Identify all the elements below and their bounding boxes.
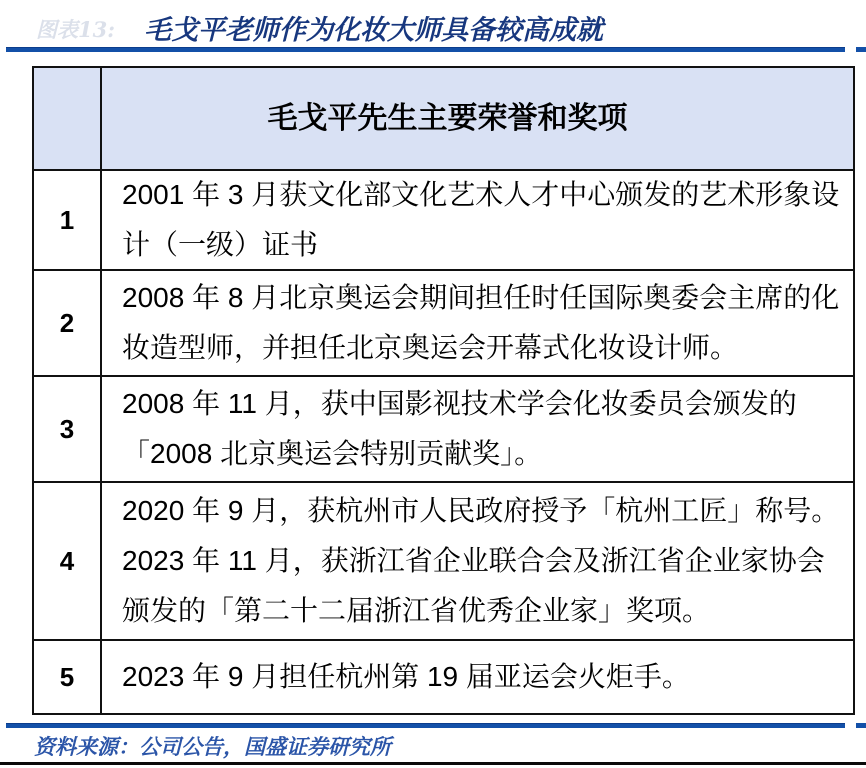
row-text: 2008 年 8 月北京奥运会期间担任时任国际奥委会主席的化妆造型师，并担任北京奥运会开幕式化妆设计师。 — [122, 282, 840, 363]
row-content-cell — [102, 641, 853, 713]
row-text: 2020 年 9 月，获杭州市人民政府授予「杭州工匠」称号。2023 年 11 月，获浙江省企业联合会及浙江省企业家协会颁发的「第二十二届浙江省优秀企业家」奖项。 — [122, 495, 840, 626]
row-content-cell — [102, 483, 853, 639]
row-content-cell — [102, 171, 853, 269]
bottom-divider-main-segment — [6, 723, 845, 728]
header-number-cell — [34, 68, 102, 169]
row-number: 3 — [34, 377, 102, 481]
bottom-divider-right-segment — [856, 723, 866, 728]
data-source-note: 资料来源：公司公告，国盛证券研究所 — [34, 734, 391, 759]
figure-caption — [0, 8, 866, 46]
page-bottom-rule — [0, 762, 866, 765]
table-row — [34, 375, 853, 481]
table-header-row — [34, 68, 853, 169]
top-divider-main-segment — [6, 47, 845, 52]
row-text: 2023 年 9 月担任杭州第 19 届亚运会火炬手。 — [122, 661, 690, 692]
table-row — [34, 269, 853, 375]
table-header-text: 毛戈平先生主要荣誉和奖项 — [267, 101, 628, 135]
figure-title: 毛戈平老师作为化妆大师具备较高成就 — [144, 15, 603, 46]
row-content-cell — [102, 271, 853, 375]
table-row — [34, 639, 853, 713]
row-number: 4 — [34, 483, 102, 639]
top-divider-rule — [0, 47, 866, 52]
row-number: 1 — [34, 171, 102, 269]
table-header-title — [102, 68, 853, 169]
row-text: 2001 年 3 月获文化部文化艺术人才中心颁发的艺术形象设计（一级）证书 — [122, 179, 840, 260]
row-content-cell — [102, 377, 853, 481]
row-number: 5 — [34, 641, 102, 713]
table-row — [34, 481, 853, 639]
figure-number-label: 图表13: — [36, 17, 115, 42]
bottom-divider-rule — [0, 723, 866, 728]
row-number: 2 — [34, 271, 102, 375]
row-text: 2008 年 11 月，获中国影视技术学会化妆委员会颁发的「2008 北京奥运会特别贡献奖」。 — [122, 388, 797, 469]
awards-table — [32, 66, 855, 715]
table-row — [34, 169, 853, 269]
top-divider-right-segment — [856, 47, 866, 52]
